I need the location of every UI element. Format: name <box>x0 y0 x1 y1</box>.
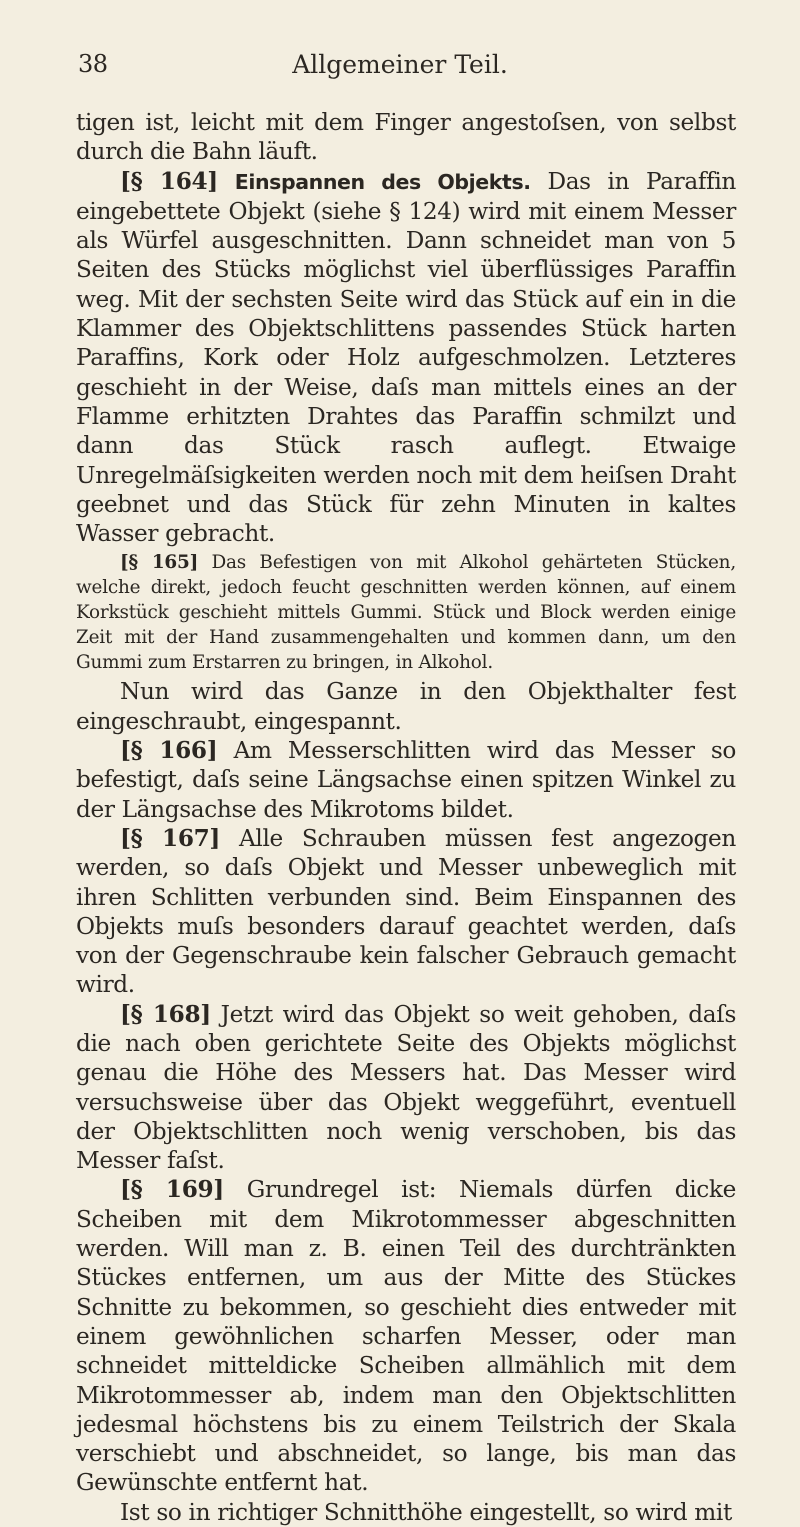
paragraph-text: Alle Schrauben müssen fest angezogen werden, so daſs Objekt und Messer unbeweglich mit ihren Schlitten verbunden sind. Beim Einspannen des Objekts muſs besonders darauf geachtet werden, daſs von der Gegenschraube kein falscher Gebrauch gemacht wird. <box>76 824 737 999</box>
paragraph-continuation: tigen ist, leicht mit dem Finger angestoſsen, von selbst durch die Bahn läuft. <box>76 109 736 166</box>
running-head: Allgemeiner Teil. <box>292 50 508 79</box>
paragraph-165 <box>76 551 736 675</box>
section-number: [§ 169] <box>120 1176 224 1204</box>
paragraph-final: Ist so in richtiger Schnitthöhe eingestellt, so wird mit <box>120 1498 732 1526</box>
section-number: [§ 164] <box>120 167 218 195</box>
section-heading: Einspannen des Objekts. <box>234 169 531 194</box>
paragraph-objekthalter: Nun wird das Ganze in den Objekthalter fest eingeschraubt, eingespannt. <box>76 678 736 735</box>
paragraph-168 <box>76 1000 736 1176</box>
paragraph-167 <box>76 824 736 1000</box>
paragraph-169 <box>76 1175 736 1497</box>
paragraph-text: Jetzt wird das Objekt so weit gehoben, daſs die nach oben gerichtete Seite des Objekts möglichst genau die Höhe des Messers hat. Das Messer wird versuchsweise über das Objekt weggeführt, eventuell der Objektschlitten noch wenig verschoben, bis das Messer faſst. <box>76 1000 737 1175</box>
paragraph-text: Am Messerschlitten wird das Messer so befestigt, daſs seine Längsachse einen spitzen Winkel zu der Längsachse des Mikrotoms bildet. <box>76 737 737 823</box>
section-number: [§ 165] <box>120 552 199 574</box>
paragraph-166 <box>76 736 736 824</box>
paragraph-text: Das Befestigen von mit Alkohol gehärteten Stücken, welche direkt, jedoch feucht geschnitten werden können, auf einem Korkstück geschieht mittels Gummi. Stück und Block werden einige Zeit mit der Hand zusammengehalten und kommen dann, um den Gummi zum Erstarren zu bringen, in Alkohol. <box>76 552 736 673</box>
page-body <box>76 108 736 1527</box>
page-number: 38 <box>78 50 108 78</box>
paragraph-164 <box>76 167 736 549</box>
paragraph-text: Das in Paraffin eingebettete Objekt (siehe § 124) wird mit einem Messer als Würfel ausgeschnitten. Dann schneidet man von 5 Seiten des Stücks möglichst viel überflüssiges Paraffin weg. Mit der sechsten Seite wird das Stück auf ein in die Klammer des Objektschlittens passendes Stück harten Paraffins, Kork oder Holz aufgeschmolzen. Letzteres geschieht in der Weise, daſs man mittels eines an der Flamme erhitzten Drahtes das Paraffin schmilzt und dann das Stück rasch auflegt. Etwaige Unregelmäſsigkeiten werden noch mit dem heiſsen Draht geebnet und das Stück für zehn Minuten in kaltes Wasser gebracht. <box>76 167 737 548</box>
paragraph-text: Grundregel ist: Niemals dürfen dicke Scheiben mit dem Mikrotommesser abgeschnitten werden. Will man z. B. einen Teil des durchtränkten Stückes entfernen, um aus der Mitte des Stückes Schnitte zu bekommen, so geschieht dies entweder mit einem gewöhnlichen scharfen Messer, oder man schneidet mitteldicke Scheiben allmählich mit dem Mikrotommesser ab, indem man den Objektschlitten jedesmal höchstens bis zu einem Teilstrich der Skala verschiebt und abschneidet, so lange, bis man das Gewünschte entfernt hat. <box>76 1176 736 1497</box>
section-number: [§ 168] <box>120 1000 211 1028</box>
section-number: [§ 167] <box>120 824 221 852</box>
page-header <box>0 50 800 84</box>
section-number: [§ 166] <box>120 737 218 765</box>
